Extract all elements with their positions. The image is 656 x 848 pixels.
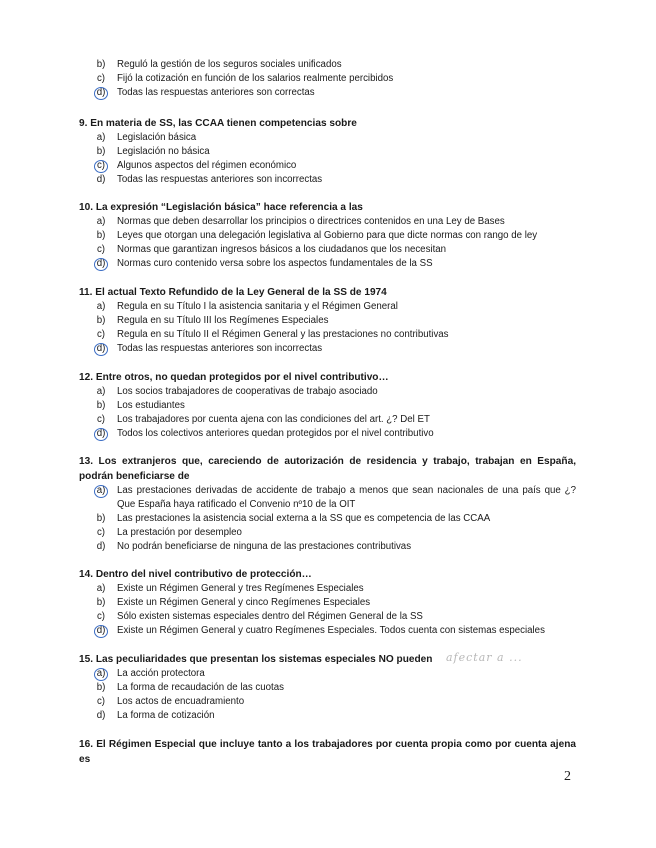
option-text: Existe un Régimen General y cuatro Regímenes Especiales. Todos cuenta con sistemas especiales bbox=[117, 625, 545, 636]
option-letter: b) bbox=[96, 59, 106, 70]
question-title: 10. La expresión “Legislación básica” hace referencia a las bbox=[79, 202, 363, 213]
option-text: Existe un Régimen General y cinco Regímenes Especiales bbox=[117, 597, 371, 608]
answer-option bbox=[79, 229, 576, 243]
option-letter: d) bbox=[96, 710, 106, 721]
answer-option bbox=[79, 173, 576, 187]
option-text: Leyes que otorgan una delegación legislativa al Gobierno para que dicte normas con rango de ley bbox=[117, 230, 538, 241]
answer-option bbox=[79, 131, 576, 145]
option-letter: d) bbox=[96, 87, 106, 98]
option-letter: a) bbox=[96, 668, 106, 679]
answer-option bbox=[79, 681, 576, 695]
answer-option bbox=[79, 215, 576, 229]
option-letter: d) bbox=[96, 428, 106, 439]
option-letter: b) bbox=[96, 230, 106, 241]
answer-option-selected bbox=[79, 667, 576, 681]
option-text: Algunos aspectos del régimen económico bbox=[117, 160, 297, 171]
question-title: 16. El Régimen Especial que incluye tanto a los trabajadores por cuenta propia como por cuenta ajena es bbox=[79, 739, 576, 765]
answer-option bbox=[79, 695, 576, 709]
answer-option bbox=[79, 413, 576, 427]
option-letter: a) bbox=[96, 132, 106, 143]
option-text: Los trabajadores por cuenta ajena con las condiciones del art. ¿? Del ET bbox=[117, 414, 430, 425]
answer-option bbox=[79, 145, 576, 159]
answer-option bbox=[79, 709, 576, 723]
answer-option bbox=[79, 328, 576, 342]
option-text: Todas las respuestas anteriores son incorrectas bbox=[117, 174, 323, 185]
option-letter: b) bbox=[96, 597, 106, 608]
option-text: Regula en su Título I la asistencia sanitaria y el Régimen General bbox=[117, 301, 398, 312]
option-text: Legislación no básica bbox=[117, 146, 210, 157]
answer-option bbox=[79, 385, 576, 399]
answer-option bbox=[79, 399, 576, 413]
option-letter: c) bbox=[96, 696, 106, 707]
answer-option-selected bbox=[79, 342, 576, 356]
answer-option-selected bbox=[79, 159, 576, 173]
answer-option bbox=[79, 243, 576, 257]
question-title: 13. Los extranjeros que, careciendo de autorización de residencia y trabajo, trabajan en España, podrán beneficiarse de bbox=[79, 456, 576, 482]
question-block bbox=[79, 285, 576, 356]
answer-option bbox=[79, 540, 576, 554]
question-block bbox=[79, 370, 576, 441]
option-letter: c) bbox=[96, 527, 106, 538]
option-letter: b) bbox=[96, 682, 106, 693]
option-text: Fijó la cotización en función de los salarios realmente percibidos bbox=[117, 73, 394, 84]
option-letter: d) bbox=[96, 625, 106, 636]
option-text: La forma de recaudación de las cuotas bbox=[117, 682, 284, 693]
answer-option bbox=[79, 58, 576, 72]
option-text: Existe un Régimen General y tres Regímenes Especiales bbox=[117, 583, 364, 594]
question-block bbox=[79, 200, 576, 271]
option-letter: b) bbox=[96, 400, 106, 411]
option-text: Normas que deben desarrollar los principios o directrices contenidos en una Ley de Bases bbox=[117, 216, 505, 227]
option-text: Todas las respuestas anteriores son incorrectas bbox=[117, 343, 323, 354]
answer-option bbox=[79, 596, 576, 610]
answer-option bbox=[79, 610, 576, 624]
answer-option bbox=[79, 512, 576, 526]
answer-option-selected bbox=[79, 257, 576, 271]
answer-option-selected bbox=[79, 86, 576, 100]
handwritten-note: afectar a ... bbox=[446, 651, 523, 664]
question-title: 14. Dentro del nivel contributivo de protección… bbox=[79, 569, 312, 580]
option-text: No podrán beneficiarse de ninguna de las prestaciones contributivas bbox=[117, 541, 412, 552]
answer-option bbox=[79, 526, 576, 540]
page-number: 2 bbox=[564, 769, 571, 784]
answer-option bbox=[79, 300, 576, 314]
option-text: Todos los colectivos anteriores quedan protegidos por el nivel contributivo bbox=[117, 428, 434, 439]
question-block bbox=[79, 567, 576, 638]
option-letter: d) bbox=[96, 174, 106, 185]
option-letter: c) bbox=[96, 244, 106, 255]
option-text: La forma de cotización bbox=[117, 710, 215, 721]
option-text: La prestación por desempleo bbox=[117, 527, 242, 538]
question-title: 12. Entre otros, no quedan protegidos por el nivel contributivo… bbox=[79, 372, 389, 383]
question-title: 9. En materia de SS, las CCAA tienen competencias sobre bbox=[79, 118, 357, 129]
option-text: Regula en su Título II el Régimen General y las prestaciones no contributivas bbox=[117, 329, 449, 340]
question-block bbox=[79, 116, 576, 187]
option-letter: d) bbox=[96, 258, 106, 269]
option-letter: a) bbox=[96, 301, 106, 312]
option-text: Las prestaciones la asistencia social externa a la SS que es competencia de las CCAA bbox=[117, 513, 491, 524]
option-text: Los estudiantes bbox=[117, 400, 185, 411]
option-letter: c) bbox=[96, 414, 106, 425]
option-text: Los actos de encuadramiento bbox=[117, 696, 245, 707]
option-letter: c) bbox=[96, 329, 106, 340]
option-letter: a) bbox=[96, 386, 106, 397]
question-title: 15. Las peculiaridades que presentan los sistemas especiales NO pueden bbox=[79, 654, 433, 665]
option-letter: c) bbox=[96, 160, 106, 171]
option-letter: a) bbox=[96, 485, 106, 496]
option-text: Reguló la gestión de los seguros sociales unificados bbox=[117, 59, 342, 70]
option-text: Normas curo contenido versa sobre los aspectos fundamentales de la SS bbox=[117, 258, 433, 269]
question-block bbox=[79, 454, 576, 554]
option-text: Legislación básica bbox=[117, 132, 197, 143]
option-text: Normas que garantizan ingresos básicos a los ciudadanos que los necesitan bbox=[117, 244, 447, 255]
answer-option-selected bbox=[79, 427, 576, 441]
option-letter: a) bbox=[96, 216, 106, 227]
option-letter: a) bbox=[96, 583, 106, 594]
answer-option bbox=[79, 582, 576, 596]
option-letter: c) bbox=[96, 611, 106, 622]
option-letter: b) bbox=[96, 146, 106, 157]
option-text: Los socios trabajadores de cooperativas de trabajo asociado bbox=[117, 386, 378, 397]
answer-option-selected bbox=[79, 624, 576, 638]
question-block bbox=[79, 58, 576, 100]
option-letter: b) bbox=[96, 315, 106, 326]
option-text: Todas las respuestas anteriores son correctas bbox=[117, 87, 315, 98]
option-text: Regula en su Título III los Regímenes Especiales bbox=[117, 315, 329, 326]
answer-option bbox=[79, 314, 576, 328]
answer-option bbox=[79, 72, 576, 86]
option-letter: c) bbox=[96, 73, 106, 84]
option-text: La acción protectora bbox=[117, 668, 205, 679]
option-letter: d) bbox=[96, 541, 106, 552]
question-block bbox=[79, 737, 576, 767]
option-text: Sólo existen sistemas especiales dentro del Régimen General de la SS bbox=[117, 611, 423, 622]
option-letter: d) bbox=[96, 343, 106, 354]
question-title: 11. El actual Texto Refundido de la Ley General de la SS de 1974 bbox=[79, 287, 387, 298]
answer-option-selected bbox=[79, 484, 576, 512]
option-letter: b) bbox=[96, 513, 106, 524]
option-text: Las prestaciones derivadas de accidente de trabajo a menos que sean nacionales de una país que ¿? Que España haya ratificado el Convenio nº10 de la OIT bbox=[117, 485, 576, 510]
